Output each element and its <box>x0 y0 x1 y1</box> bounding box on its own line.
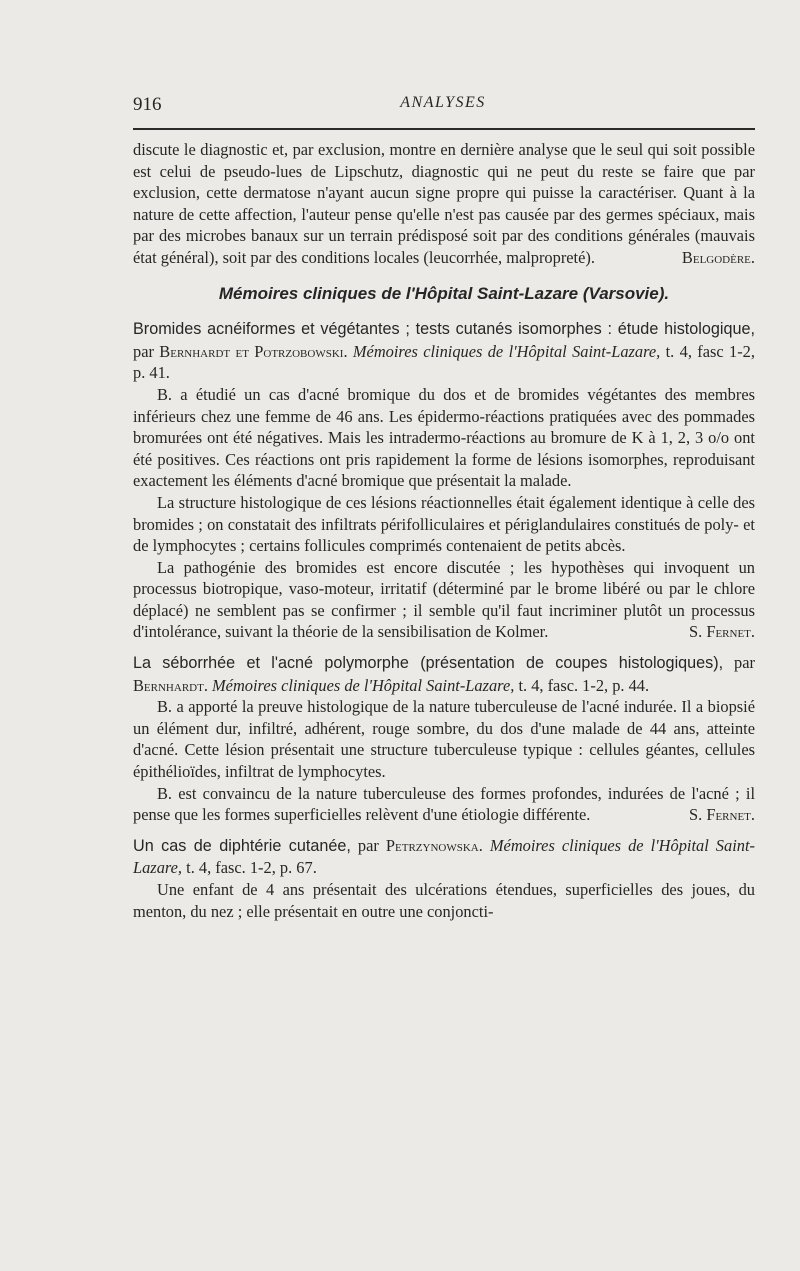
article-paragraph-text: B. est convaincu de la nature tuberculeuse des formes profondes, indurées de l'acné ; il pense que les formes superficielles relèvent d'une étiologie différente. <box>133 783 755 825</box>
article-title: Un cas de diphtérie cutanée, <box>133 836 351 855</box>
article-title: La séborrhée et l'acné polymorphe (présentation de coupes histologiques), <box>133 654 724 673</box>
intro-paragraph <box>133 139 755 269</box>
article-paragraph: B. a apporté la preuve histologique de la nature tuberculeuse de l'acné indurée. Il a biopsié un élément dur, infiltré, adhérent, rouge sombre, du dos d'une malade de 44 ans, atteinte d'acné. Cette lésion présentait une structure tuberculeuse typique : cellules géantes, cellules épithélioïdes, infiltrat de lymphocytes. <box>133 697 755 782</box>
article-heading <box>133 318 755 384</box>
article-paragraph: Une enfant de 4 ans présentait des ulcérations étendues, superficielles des joues, du menton, du nez ; elle présentait en outre une conjoncti- <box>133 880 755 921</box>
header-rule <box>133 128 755 130</box>
running-title: ANALYSES <box>400 94 486 111</box>
article-authors: Bernhardt. <box>133 675 208 695</box>
article-paragraph: La structure histologique de ces lésions réactionnelles était également identique à celle des bromides ; on constatait des infiltrats périfolliculaires et périglandulaires constitués de poly- et de lymphocytes ; certains follicules comprimés contenaient de petits abcès. <box>133 492 755 556</box>
article-2 <box>133 652 755 826</box>
article-ref: t. 4, fasc. 1-2, p. 67. <box>186 858 317 878</box>
article-paragraph <box>133 783 755 826</box>
article-journal: Mémoires cliniques de l'Hôpital Saint-Lazare, <box>133 835 755 878</box>
page-number: 916 <box>133 94 162 115</box>
article-authors: Bernhardt et Potrzobowski. <box>159 341 348 361</box>
page-body <box>133 139 755 922</box>
article-heading <box>133 835 755 879</box>
article-signature: S. Fernet. <box>689 805 755 825</box>
article-ref: t. 4, fasc 1-2, p. 41. <box>133 341 755 383</box>
intro-text: discute le diagnostic et, par exclusion, montre en dernière analyse que le seul qui soit possible est celui de pseudo-lues de Lipschutz, diagnostic qui ne peut du reste se faire que par exclusion, cette dermatose n'ayant aucun signe propre qui puisse la caractériser. Quant à la nature de cette affection, l'auteur pense qu'elle n'est pas causée par des germes spéciaux, mais par des microbes banaux sur un terrain prédisposé soit par des conditions générales (mauvais état général), soit par des conditions locales (leucorrhée, malpropreté). <box>133 140 755 267</box>
article-journal: Mémoires cliniques de l'Hôpital Saint-Lazare, <box>212 675 515 695</box>
article-ref: t. 4, fasc. 1-2, p. 44. <box>518 675 650 695</box>
article-heading <box>133 652 755 696</box>
article-by: par <box>357 835 379 855</box>
article-title: Bromides acnéiformes et végétantes ; tests cutanés isomorphes : étude histologique, <box>133 320 755 339</box>
article-paragraph-text: La pathogénie des bromides est encore discutée ; les hypothèses qui invoquent un processus biotropique, vaso-moteur, irritatif (déterminé par le brome libéré ou par le chlore déplacé) ne semblent pas se confirmer ; il semble qu'il faut incriminer plutôt un processus d'intolérance, suivant la théorie de la sensibilisation de Kolmer. <box>133 557 755 642</box>
article-by: par <box>133 341 154 361</box>
article-authors: Petrzynowska. <box>385 835 483 855</box>
article-signature: S. Fernet. <box>689 622 755 642</box>
article-1 <box>133 318 755 643</box>
section-title: Mémoires cliniques de l'Hôpital Saint-Lazare (Varsovie). <box>218 283 670 303</box>
article-paragraph: B. a étudié un cas d'acné bromique du dos et de bromides végétantes des membres inférieurs chez une femme de 46 ans. Les épidermo-réactions pratiquées avec des pommades bromurées ont été négatives. Mais les intradermo-réactions au bromure de K à 1, 2, 3 o/o ont été positives. Ces réactions ont pris rapidement la forme de lésions isomorphes, reproduisant exactement les éléments d'acné bromique que présentait la malade. <box>133 384 755 491</box>
article-by: par <box>734 653 755 673</box>
article-journal: Mémoires cliniques de l'Hôpital Saint-Lazare, <box>352 341 661 361</box>
article-3 <box>133 835 755 922</box>
intro-signature: Belgodère. <box>681 247 755 267</box>
page-header <box>133 94 753 118</box>
article-paragraph <box>133 557 755 643</box>
